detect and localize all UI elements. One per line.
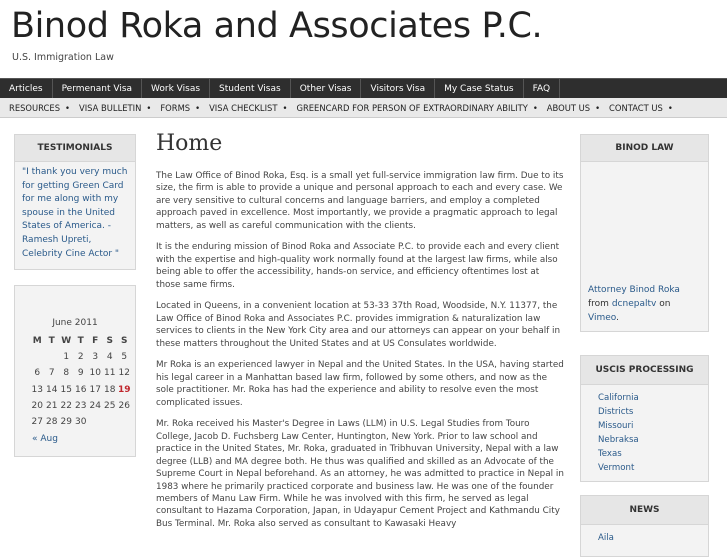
nav-student-visas[interactable]: Student Visas bbox=[210, 79, 291, 99]
calendar-day: 18 bbox=[104, 384, 116, 395]
calendar-day: 22 bbox=[60, 401, 72, 412]
calendar-widget bbox=[14, 285, 136, 457]
calendar-day: 7 bbox=[48, 368, 55, 379]
calendar-day: 23 bbox=[75, 401, 87, 412]
subnav-about-us[interactable]: ABOUT US • bbox=[538, 103, 600, 113]
news-link-aila[interactable]: Aila bbox=[598, 533, 614, 543]
calendar-day: 26 bbox=[118, 401, 130, 412]
video-on-label: on bbox=[659, 299, 671, 309]
uscis-link-districts[interactable]: Districts bbox=[598, 407, 634, 417]
main-content bbox=[156, 170, 566, 540]
uscis-link-vermont[interactable]: Vermont bbox=[598, 463, 635, 473]
nav-my-case-status[interactable]: My Case Status bbox=[435, 79, 524, 99]
calendar-day: 29 bbox=[60, 417, 72, 428]
calendar-day-header: T bbox=[77, 336, 84, 346]
uscis-link-texas[interactable]: Texas bbox=[598, 449, 622, 459]
news-widget bbox=[580, 495, 709, 557]
testimonial-text[interactable]: "I thank you very much for getting Green Card for me along with my spouse in the United States of America. - Ramesh Upreti, Celebrity Cine Actor " bbox=[22, 167, 128, 259]
calendar-day-header: M bbox=[32, 336, 42, 346]
nav-faq[interactable]: FAQ bbox=[524, 79, 560, 99]
video-title-link[interactable]: Attorney Binod Roka bbox=[588, 285, 680, 295]
content-paragraph: It is the enduring mission of Binod Roka and Associate P.C. to provide each and every client with the expertise and high-quality work normally found at the largest law firms, while also being able to offer the accessibility, hands-on service, and efficiency oftentimes lost at those same firms. bbox=[156, 242, 560, 290]
nav-articles[interactable]: Articles bbox=[0, 79, 53, 99]
site-title[interactable]: Binod Roka and Associates P.C. bbox=[11, 6, 543, 46]
uscis-processing-widget bbox=[580, 355, 709, 482]
calendar-day bbox=[103, 414, 118, 430]
calendar-day: 5 bbox=[121, 352, 128, 363]
uscis-list bbox=[598, 391, 708, 475]
calendar-day: 28 bbox=[46, 417, 58, 428]
subnav-resources[interactable]: RESOURCES • bbox=[0, 103, 70, 113]
calendar-day: 4 bbox=[106, 352, 113, 363]
calendar-day: 1 bbox=[63, 352, 70, 363]
calendar-day bbox=[88, 414, 103, 430]
uscis-link-nebraska[interactable]: Nebraksa bbox=[598, 435, 639, 445]
main-nav bbox=[0, 78, 727, 99]
calendar-day-header: S bbox=[106, 336, 113, 346]
calendar-day-header: S bbox=[121, 336, 128, 346]
subnav-contact-us[interactable]: CONTACT US • bbox=[600, 103, 673, 113]
nav-visitors-visa[interactable]: Visitors Visa bbox=[361, 79, 435, 99]
video-author-link[interactable]: dcnepaltv bbox=[611, 299, 657, 309]
calendar-day: 3 bbox=[92, 352, 99, 363]
video-credit-period: . bbox=[616, 313, 619, 323]
calendar-caption: June 2011 bbox=[52, 318, 98, 328]
calendar-day: 16 bbox=[75, 384, 87, 395]
content-paragraph: Located in Queens, in a convenient location at 53-33 37th Road, Woodside, N.Y. 11377, the Law Office of Binod Roka and Associates P.C. provides immigration & naturalization law services to clients in the New York City area and our attorneys can appear on your behalf in these matters throughout the United States and at US Consulates worldwide. bbox=[156, 301, 561, 349]
nav-other-visas[interactable]: Other Visas bbox=[291, 79, 362, 99]
calendar-day: 13 bbox=[31, 384, 43, 395]
calendar-day: 6 bbox=[34, 368, 41, 379]
calendar-day: 24 bbox=[89, 401, 101, 412]
page-title: Home bbox=[156, 131, 223, 156]
calendar-day bbox=[117, 414, 132, 430]
nav-permanent-visa[interactable]: Permenant Visa bbox=[53, 79, 142, 99]
calendar-day-header: F bbox=[92, 336, 99, 346]
testimonials-heading: TESTIMONIALS bbox=[15, 135, 135, 162]
uscis-link-california[interactable]: California bbox=[598, 393, 639, 403]
subnav-forms[interactable]: FORMS • bbox=[151, 103, 200, 113]
calendar-day bbox=[45, 349, 60, 365]
nav-work-visas[interactable]: Work Visas bbox=[142, 79, 210, 99]
calendar-day: 21 bbox=[46, 401, 58, 412]
video-site-link[interactable]: Vimeo bbox=[588, 313, 617, 323]
calendar-day: 15 bbox=[60, 384, 72, 395]
subnav-visa-bulletin[interactable]: VISA BULLETIN • bbox=[70, 103, 151, 113]
calendar-day: 14 bbox=[46, 384, 58, 395]
calendar-day: 30 bbox=[75, 417, 87, 428]
binod-law-widget bbox=[580, 134, 709, 332]
uscis-link-missouri[interactable]: Missouri bbox=[598, 421, 634, 431]
secondary-nav bbox=[0, 98, 727, 118]
calendar-day: 25 bbox=[104, 401, 116, 412]
content-paragraph: The Law Office of Binod Roka, Esq. is a small yet full-service immigration law firm. Due to its size, the firm is able to provide a unique and personal approach to each and every case. We are very sensitive to cultural concerns and language barriers, and employ a completed approach paved in excellence. Most importantly, we provide a pragmatic approach to legal matters, as well as careful communication with the clients. bbox=[156, 171, 564, 231]
calendar-day: 20 bbox=[31, 401, 43, 412]
calendar-day-header: T bbox=[48, 336, 55, 346]
calendar-day: 2 bbox=[77, 352, 84, 363]
calendar-table bbox=[30, 333, 132, 430]
content-paragraph: Mr. Roka received his Master's Degree in Laws (LLM) in U.S. Legal Studies from Touro College, Jacob D. Fuchsberg Law Center, Huntington, New York. Prior to law school and practice in the United States, Mr. Roka, graduated in Tribhuvan University, Nepal with a law degree (LLB) and MA degree both. He thus was qualified and skilled as an Advocate of the Supreme Court in Nepal beforehand. As an attorney, he was admitted to practice in Nepal in 1983 where he primarily practiced corporate and business law. He was one of the founder members of Manu Law Firm. While he was involved with this firm, he served as legal consultant to Hazama Corporation, Japan, in Udayapur Cement Project and Kathmandu City Bus Terminal. Mr. Roka also served as consultant to Kawasaki Heavy bbox=[156, 419, 564, 529]
testimonials-widget bbox=[14, 134, 136, 270]
subnav-visa-checklist[interactable]: VISA CHECKLIST • bbox=[200, 103, 287, 113]
subnav-greencard-extraordinary[interactable]: GREENCARD FOR PERSON OF EXTRAORDINARY ABILITY • bbox=[287, 103, 537, 113]
calendar-day-today: 19 bbox=[117, 384, 131, 395]
calendar-prev-link[interactable]: « Aug bbox=[32, 434, 58, 445]
calendar-day-header: W bbox=[61, 336, 72, 346]
calendar-day: 8 bbox=[63, 368, 70, 379]
news-heading: NEWS bbox=[581, 496, 708, 525]
calendar-day: 11 bbox=[104, 368, 116, 379]
uscis-heading: USCIS PROCESSING bbox=[581, 356, 708, 385]
calendar-day: 27 bbox=[31, 417, 43, 428]
calendar-day: 12 bbox=[118, 368, 130, 379]
video-from-label: from bbox=[588, 299, 609, 309]
content-paragraph: Mr Roka is an experienced lawyer in Nepal and the United States. In the USA, having started his legal career in a Manhattan based law firm, followed by some others, and now as the sole practitioner. Mr. Roka has had the experience and ability to resolve even the most complicated issues. bbox=[156, 360, 564, 408]
binod-law-heading: BINOD LAW bbox=[581, 135, 708, 162]
video-credit bbox=[588, 283, 680, 325]
calendar-day: 9 bbox=[77, 368, 84, 379]
site-tagline: U.S. Immigration Law bbox=[12, 52, 114, 63]
calendar-day: 10 bbox=[89, 368, 101, 379]
calendar-day bbox=[30, 349, 45, 365]
calendar-day: 17 bbox=[89, 384, 101, 395]
